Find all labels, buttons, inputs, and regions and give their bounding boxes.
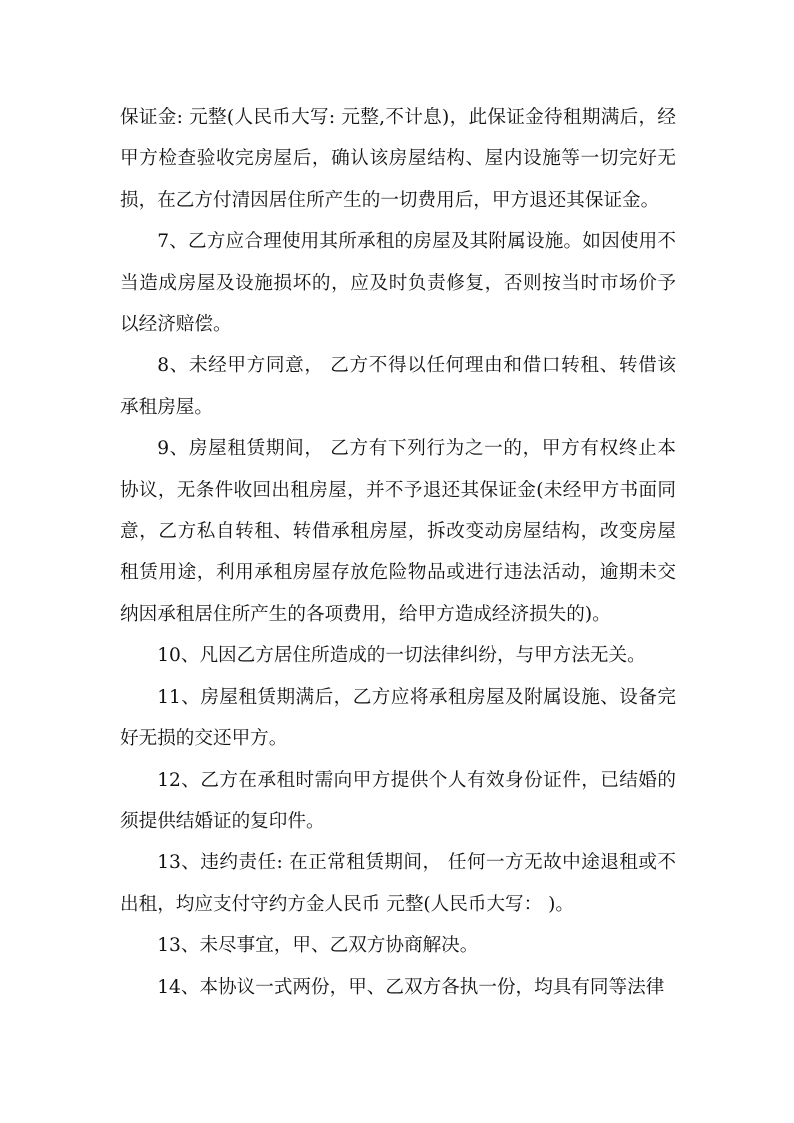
clause-13-breach: 13、违约责任: 在正常租赁期间， 任何一方无故中途退租或不出租，均应支付守约方金人民币 元整(人民币大写： )。 <box>120 852 676 915</box>
clause-7: 7、乙方应合理使用其所承租的房屋及其附属设施。如因使用不当造成房屋及设施损坏的，应及时负责修复，否则按当时市场价予以经济赔偿。 <box>120 231 676 336</box>
clause-9: 9、房屋租赁期间， 乙方有下列行为之一的，甲方有权终止本协议，无条件收回出租房屋，并不予退还其保证金(未经甲方书面同意，乙方私自转租、转借承租房屋，拆改变动房屋结构，改变房屋租赁用途，利用承租房屋存放危险物品或进行违法活动，逾期未交纳因承租居住所产生的各项费用，给甲方造成经济损失的)。 <box>120 438 676 625</box>
clause-10: 10、凡因乙方居住所造成的一切法律纠纷，与甲方法无关。 <box>157 645 646 667</box>
clause-14: 14、本协议一式两份，甲、乙双方各执一份，均具有同等法律 <box>157 976 665 998</box>
clause-13-unresolved: 13、未尽事宜，甲、乙双方协商解决。 <box>157 935 479 957</box>
clause-11: 11、房屋租赁期满后，乙方应将承租房屋及附属设施、设备完好无损的交还甲方。 <box>120 686 676 750</box>
clause-12: 12、乙方在承租时需向甲方提供个人有效身份证件，已结婚的须提供结婚证的复印件。 <box>120 769 676 832</box>
paragraph-deposit-continued: 保证金: 元整(人民币大写: 元整,不计息)，此保证金待租期满后，经甲方检查验收完房屋后，确认该房屋结构、屋内设施等一切完好无损，在乙方付清因居住所产生的一切费用后，甲方退还其保证金。 <box>120 107 676 211</box>
clause-8: 8、未经甲方同意， 乙方不得以任何理由和借口转租、转借该承租房屋。 <box>120 355 676 418</box>
